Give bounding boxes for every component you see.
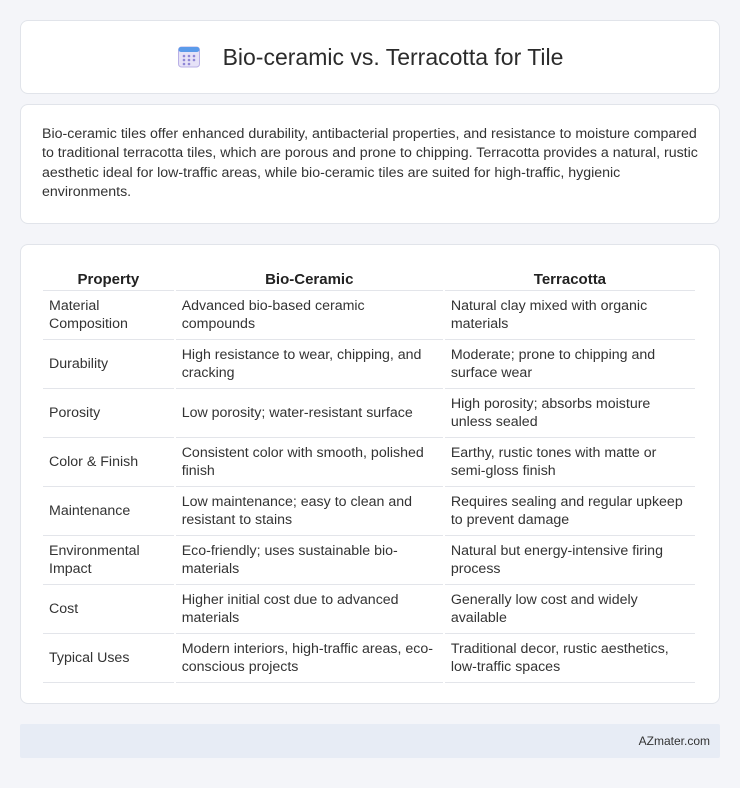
summary-text: Bio-ceramic tiles offer enhanced durability, antibacterial properties, and resistance to moisture compared to traditional terracotta tiles, which are porous and prone to chipping. Terracotta provides a natural, rustic aesthetic ideal for low-traffic areas, while bio-ceramic tiles are suited for high-traffic, hygienic environments. [42,126,698,201]
property-cell: Maintenance [43,487,174,536]
terracotta-cell: Moderate; prone to chipping and surface wear [445,340,695,389]
table-header-row [43,263,695,291]
bio-ceramic-cell: Higher initial cost due to advanced materials [176,585,443,634]
table-row [43,487,695,536]
comparison-table [41,263,697,683]
property-cell: Typical Uses [43,634,174,683]
footer [20,724,720,758]
bio-ceramic-cell: Eco-friendly; uses sustainable bio-materials [176,536,443,585]
page-title: Bio-ceramic vs. Terracotta for Tile [222,43,564,70]
terracotta-cell: Requires sealing and regular upkeep to prevent damage [445,487,695,536]
table-row [43,291,695,340]
bio-ceramic-cell: Modern interiors, high-traffic areas, eco-conscious projects [176,634,443,683]
terracotta-cell: High porosity; absorbs moisture unless sealed [445,389,695,438]
header-property: Property [43,263,174,291]
terracotta-cell: Natural but energy-intensive firing process [445,536,695,585]
table-row [43,634,695,683]
calendar-grid-icon [177,45,201,69]
bio-ceramic-cell: Low porosity; water-resistant surface [176,389,443,438]
terracotta-cell: Generally low cost and widely available [445,585,695,634]
property-cell: Environmental Impact [43,536,174,585]
property-cell: Color & Finish [43,438,174,487]
terracotta-cell: Natural clay mixed with organic materials [445,291,695,340]
table-row [43,585,695,634]
header-terracotta: Terracotta [445,263,695,291]
title-card [20,20,720,94]
table-row [43,340,695,389]
table-row [43,536,695,585]
terracotta-cell: Earthy, rustic tones with matte or semi-gloss finish [445,438,695,487]
bio-ceramic-cell: High resistance to wear, chipping, and cracking [176,340,443,389]
table-row [43,389,695,438]
bio-ceramic-cell: Low maintenance; easy to clean and resistant to stains [176,487,443,536]
bio-ceramic-cell: Consistent color with smooth, polished finish [176,438,443,487]
bio-ceramic-cell: Advanced bio-based ceramic compounds [176,291,443,340]
property-cell: Material Composition [43,291,174,340]
terracotta-cell: Traditional decor, rustic aesthetics, low-traffic spaces [445,634,695,683]
footer-site-link[interactable]: AZmater.com [638,734,710,748]
table-row [43,438,695,487]
property-cell: Cost [43,585,174,634]
summary-card [20,104,720,224]
comparison-table-card [20,244,720,704]
header-bio-ceramic: Bio-Ceramic [176,263,443,291]
property-cell: Durability [43,340,174,389]
property-cell: Porosity [43,389,174,438]
